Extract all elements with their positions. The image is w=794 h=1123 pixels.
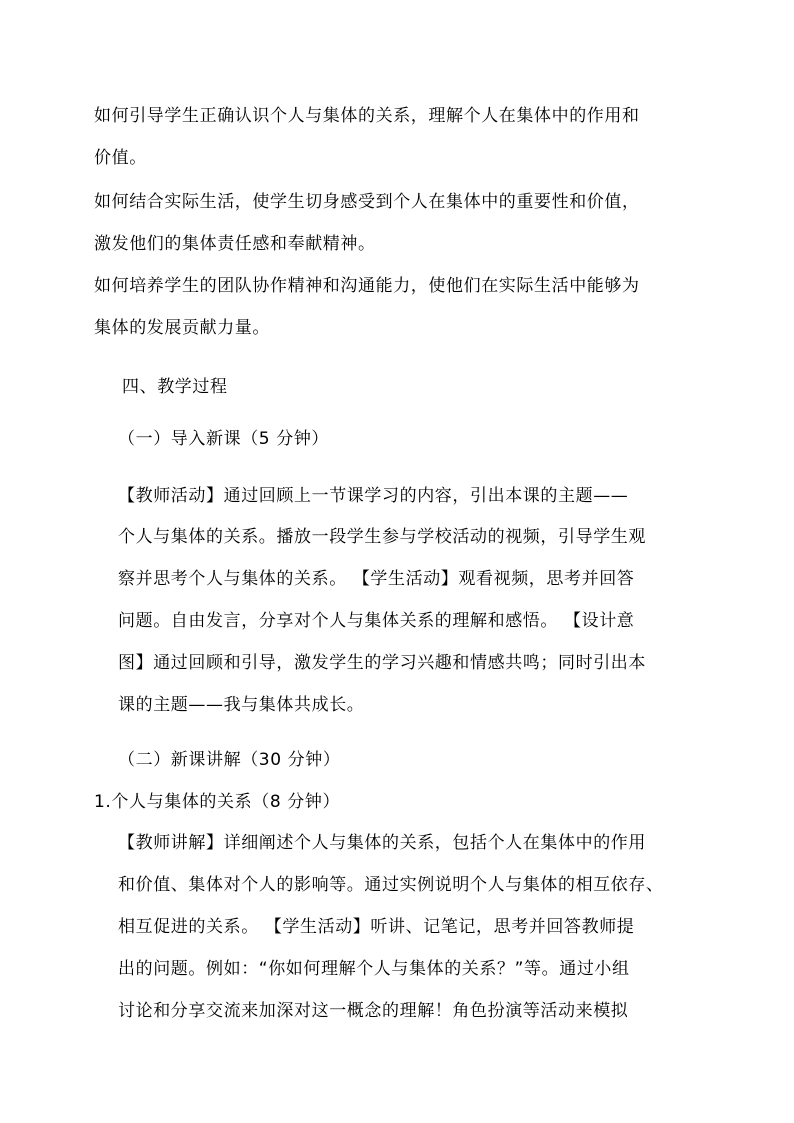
challenge-1-line-1: 如何引导学生正确认识个人与集体的关系，理解个人在集体中的作用和	[94, 106, 640, 126]
part-two-line-3: 相互促进的关系。 【学生活动】听讲、记笔记，思考并回答教师提	[118, 917, 635, 937]
part-one-heading: （一）导入新课（5 分钟）	[118, 429, 330, 449]
challenge-1-line-2: 价值。	[94, 148, 147, 168]
part-one-line-2: 个人与集体的关系。播放一段学生参与学校活动的视频，引导学生观	[118, 527, 646, 547]
challenge-2-line-1: 如何结合实际生活，使学生切身感受到个人在集体中的重要性和价值，	[94, 192, 640, 212]
part-two-heading: （二）新课讲解（30 分钟）	[118, 750, 341, 770]
part-one-line-3: 察并思考个人与集体的关系。 【学生活动】观看视频，思考并回答	[118, 569, 635, 589]
part-two-line-4: 出的问题。例如：“你如何理解个人与集体的关系？”等。通过小组	[118, 959, 630, 979]
part-one-line-5: 图】通过回顾和引导，激发学生的学习兴趣和情感共鸣；同时引出本	[118, 653, 646, 673]
section-four-heading: 四、教学过程	[122, 377, 228, 397]
part-two-line-5: 讨论和分享交流来加深对这一概念的理解！角色扮演等活动来模拟	[118, 1001, 629, 1021]
part-one-line-4: 问题。自由发言，分享对个人与集体关系的理解和感悟。 【设计意	[118, 611, 635, 631]
challenge-3-line-1: 如何培养学生的团队协作精神和沟通能力，使他们在实际生活中能够为	[94, 276, 640, 296]
part-one-line-1: 【教师活动】通过回顾上一节课学习的内容，引出本课的主题——	[118, 486, 629, 506]
challenge-2-line-2: 激发他们的集体责任感和奉献精神。	[94, 234, 376, 254]
part-two-subheading: 1.个人与集体的关系（8 分钟）	[94, 792, 341, 812]
part-one-line-6: 课的主题——我与集体共成长。	[118, 695, 365, 715]
part-two-line-2: 和价值、集体对个人的影响等。通过实例说明个人与集体的相互依存、	[118, 875, 664, 895]
challenge-3-line-2: 集体的发展贡献力量。	[94, 318, 270, 338]
part-two-line-1: 【教师讲解】详细阐述个人与集体的关系，包括个人在集体中的作用	[118, 833, 646, 853]
